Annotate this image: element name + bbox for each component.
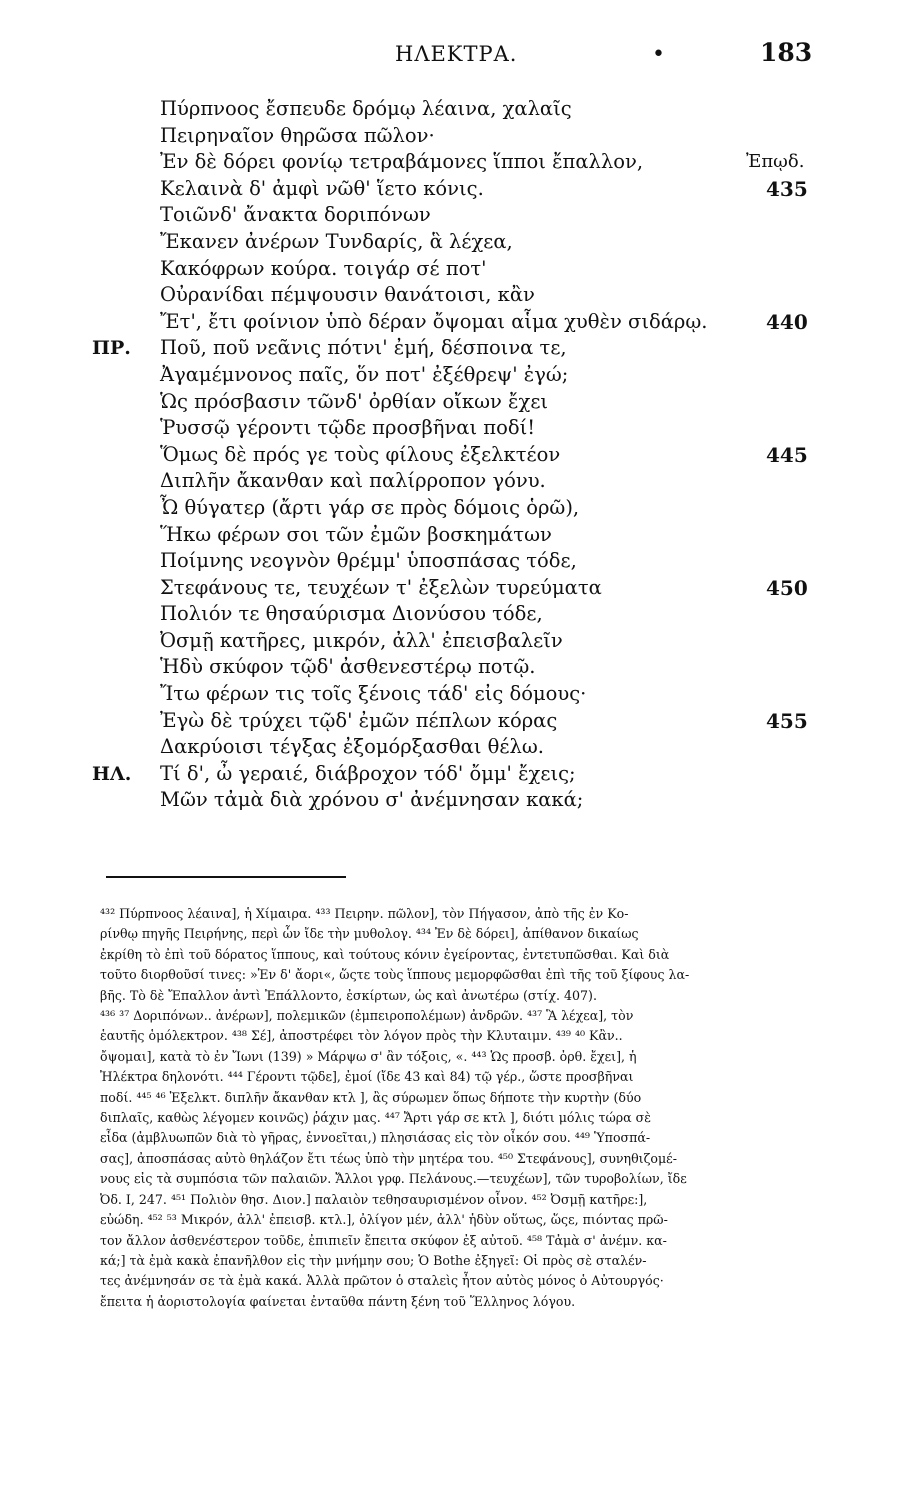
verse-text: Ἴτω φέρων τις τοῖς ξένοις τάδ' εἰς δόμους· bbox=[160, 682, 587, 706]
footnote-line: ⁴³⁶ ³⁷ Δοριπόνων.. ἀνέρων], πολεμικῶν (ἐμπειροπολέμων) ἀνδρῶν. ⁴³⁷ Ἃ λέχεα], τὸν bbox=[100, 1008, 634, 1024]
running-title: ΗΛΕΚΤΡΑ. bbox=[395, 42, 518, 66]
verse-line bbox=[0, 96, 901, 123]
verse-text: Πολιόν τε θησαύρισμα Διονύσου τόδε, bbox=[160, 602, 543, 626]
verse-text: Ποίμνης νεογνὸν θρέμμ' ὑποσπάσας τόδε, bbox=[160, 549, 577, 573]
verse-block bbox=[0, 96, 901, 814]
verse-text: Ὀσμῇ κατῆρες, μικρόν, ἀλλ' ἐπεισβαλεῖν bbox=[160, 628, 563, 652]
verse-text: Ἔκανεν ἀνέρων Τυνδαρίς, ἃ λέχεα, bbox=[160, 229, 513, 253]
footnote-divider bbox=[106, 876, 346, 878]
verse-line bbox=[0, 229, 901, 256]
line-number: 455 bbox=[766, 708, 808, 733]
verse-line bbox=[0, 654, 901, 681]
footnote-line: ποδί. ⁴⁴⁵ ⁴⁶ Ἐξελκτ. διπλῆν ἄκανθαν κτλ ], ἂς σύρωμεν ὅπως δήποτε τὴν κυρτὴν (δύο bbox=[100, 1089, 642, 1105]
verse-line bbox=[0, 522, 901, 549]
verse-text: Ὦ θύγατερ (ἄρτι γάρ σε πρὸς δόμοις ὁρῶ), bbox=[160, 495, 580, 519]
verse-line bbox=[0, 256, 901, 283]
footnote-line: τον ἄλλον ἀσθενέστερον τοῦδε, ἐπιπιεῖν ἔπειτα σκύφον ἐξ αὐτοῦ. ⁴⁵⁸ Τἀμὰ σ' ἀνέμν. κα- bbox=[100, 1232, 667, 1248]
verse-text: Τί δ', ὦ γεραιέ, διάβροχον τόδ' ὄμμ' ἔχεις; bbox=[160, 761, 576, 785]
verse-text: Ἔτ', ἔτι φοίνιον ὑπὸ δέραν ὄψομαι αἷμα χυθὲν σιδάρῳ. bbox=[160, 309, 708, 333]
verse-text: Ἐγὼ δὲ τρύχει τῷδ' ἐμῶν πέπλων κόρας bbox=[160, 708, 558, 732]
page-header bbox=[0, 38, 901, 78]
page-number: 183 bbox=[760, 38, 813, 67]
speaker-label: ΠΡ. bbox=[92, 337, 131, 360]
verse-line bbox=[0, 468, 901, 495]
verse-line bbox=[0, 123, 901, 150]
verse-text: Πύρπνοος ἔσπευδε δρόμῳ λέαινα, χαλαῖς bbox=[160, 97, 572, 120]
verse-text: Κελαινὰ δ' ἀμφὶ νῶθ' ἵετο κόνις. bbox=[160, 176, 484, 200]
header-dot: • bbox=[652, 42, 665, 67]
verse-text: Κακόφρων κούρα. τοιγάρ σέ ποτ' bbox=[160, 256, 487, 280]
footnote-line: Ὀδ. Ι, 247. ⁴⁵¹ Πολιὸν θησ. Διον.] παλαιὸν τεθησαυρισμένον οἶνον. ⁴⁵² Ὀσμῇ κατῆρε:], bbox=[100, 1191, 648, 1207]
footnote-line: ⁴³² Πύρπνοος λέαινα], ἡ Χίμαιρα. ⁴³³ Πειρην. πῶλον], τὸν Πήγασον, ἀπὸ τῆς ἐν Κο- bbox=[100, 906, 629, 921]
verse-text: Μῶν τἀμὰ διὰ χρόνου σ' ἀνέμνησαν κακά; bbox=[160, 788, 584, 812]
footnote-line: νους εἰς τὰ συμπόσια τῶν παλαιῶν. Ἄλλοι γρφ. Πελάνους.—τευχέων], τῶν τυροβολίων, ἴδε bbox=[100, 1171, 687, 1187]
footnote-line: Ἠλέκτρα δηλονότι. ⁴⁴⁴ Γέροντι τῷδε], ἐμοί (ἴδε 43 καὶ 84) τῷ γέρ., ὥστε προσβῆναι bbox=[100, 1069, 634, 1085]
verse-text: Ἐν δὲ δόρει φονίῳ τετραβάμονες ἵπποι ἔπαλλον, bbox=[160, 150, 644, 174]
verse-line bbox=[0, 282, 901, 309]
speaker-label: ΗΛ. bbox=[92, 762, 132, 785]
verse-line bbox=[0, 734, 901, 761]
verse-text: Ἥκω φέρων σοι τῶν ἐμῶν βοσκημάτων bbox=[160, 522, 552, 546]
verse-text: Ὡς πρόσβασιν τῶνδ' ὀρθίαν οἴκων ἔχει bbox=[160, 389, 549, 413]
verse-line bbox=[0, 389, 901, 416]
verse-line bbox=[0, 362, 901, 389]
verse-line bbox=[0, 787, 901, 814]
verse-line bbox=[0, 601, 901, 628]
verse-line bbox=[0, 761, 901, 788]
verse-line bbox=[0, 708, 901, 735]
verse-text: Οὐρανίδαι πέμψουσιν θανάτοισι, κἂν bbox=[160, 283, 535, 307]
verse-line bbox=[0, 628, 901, 655]
margin-note: Ἐπῳδ. bbox=[746, 151, 805, 173]
footnote-line: βῆς. Τὸ δὲ Ἔπαλλον ἀντὶ Ἐπάλλοντο, ἐσκίρτων, ὡς καὶ ἀνωτέρω (στίχ. 407). bbox=[100, 987, 597, 1003]
verse-line bbox=[0, 495, 901, 522]
verse-line bbox=[0, 176, 901, 203]
line-number: 435 bbox=[766, 176, 808, 201]
verse-text: Δακρύοισι τέγξας ἐξομόρξασθαι θέλω. bbox=[160, 735, 544, 759]
verse-text: Ῥυσσῷ γέροντι τῷδε προσβῆναι ποδί! bbox=[160, 416, 536, 440]
verse-line bbox=[0, 149, 901, 176]
footnote-line: ὄψομαι], κατὰ τὸ ἐν Ἴωνι (139) » Μάρψω σ' ἂν τόξοις, «. ⁴⁴³ Ὡς προσβ. ὀρθ. ἔχει], ἡ bbox=[100, 1048, 637, 1064]
verse-text: Πειρηναῖον θηρῶσα πῶλον· bbox=[160, 123, 435, 147]
verse-text: Στεφάνους τε, τευχέων τ' ἐξελὼν τυρεύματα bbox=[160, 575, 602, 599]
footnote-line: ρίνθῳ πηγῆς Πειρήνης, περὶ ὧν ἴδε τὴν μυθολογ. ⁴³⁴ Ἐν δὲ δόρει], ἀπίθανον δικαίως bbox=[100, 926, 639, 942]
footnotes-block bbox=[100, 904, 822, 1312]
verse-line bbox=[0, 202, 901, 229]
footnote-line: ἔπειτα ἡ ἀοριστολογία φαίνεται ἐνταῦθα πάντη ξένη τοῦ Ἕλληνος λόγου. bbox=[100, 1293, 576, 1309]
footnote-line: ἐκρίθη τὸ ἐπὶ τοῦ δόρατος ἵππους, καὶ τούτους κόνιν ἐγείροντας, ἐντετυπῶσθαι. Καὶ διὰ bbox=[100, 946, 670, 962]
footnote-line: εἶδα (ἀμβλυωπῶν διὰ τὸ γῆρας, ἐννοεῖται,) πλησιάσας εἰς τὸν οἶκόν σου. ⁴⁴⁹ Ὑποσπά- bbox=[100, 1130, 651, 1146]
line-number: 440 bbox=[766, 309, 808, 334]
footnote-line: σας], ἀποσπάσας αὐτὸ θηλάζον ἔτι τέως ὑπὸ τὴν μητέρα του. ⁴⁵⁰ Στεφάνους], συνηθιζομέ- bbox=[100, 1150, 677, 1166]
verse-line bbox=[0, 309, 901, 336]
verse-text: Ἀγαμέμνονος παῖς, ὅν ποτ' ἐξέθρεψ' ἐγώ; bbox=[160, 362, 569, 386]
verse-text: Ἡδὺ σκύφον τῷδ' ἀσθενεστέρῳ ποτῷ. bbox=[160, 655, 536, 679]
line-number: 445 bbox=[766, 442, 808, 467]
footnote-line: διπλαῖς, καθὼς λέγομεν κοινῶς) ῥάχιν μας. ⁴⁴⁷ Ἄρτι γάρ σε κτλ ], διότι μόλις τώρα σὲ bbox=[100, 1110, 651, 1126]
verse-line bbox=[0, 442, 901, 469]
verse-text: Τοιῶνδ' ἄνακτα δοριπόνων bbox=[160, 203, 431, 227]
line-number: 450 bbox=[766, 575, 808, 600]
verse-line bbox=[0, 575, 901, 602]
verse-line bbox=[0, 548, 901, 575]
verse-line bbox=[0, 681, 901, 708]
verse-line bbox=[0, 415, 901, 442]
verse-text: Διπλῆν ἄκανθαν καὶ παλίρροπον γόνυ. bbox=[160, 469, 546, 493]
footnote-line: τοῦτο διορθοῦσί τινες: »Ἐν δ' ἄορι«, ὥςτε τοὺς ἵππους μεμορφῶσθαι ἐπὶ τῆς τοῦ ξίφους λα- bbox=[100, 967, 690, 983]
verse-text: Ποῦ, ποῦ νεᾶνις πότνι' ἐμή, δέσποινα τε, bbox=[160, 336, 567, 360]
verse-text: Ὅμως δὲ πρός γε τοὺς φίλους ἐξελκτέον bbox=[160, 442, 561, 466]
footnote-line: εὐώδη. ⁴⁵² ⁵³ Μικρόν, ἀλλ' ἐπεισβ. κτλ.], ὀλίγον μέν, ἀλλ' ἡδὺν οὕτως, ὥςε, πιόντας πρῶ- bbox=[100, 1212, 668, 1228]
verse-line bbox=[0, 335, 901, 362]
footnote-line: τες ἀνέμνησάν σε τὰ ἐμὰ κακά. Ἀλλὰ πρῶτον ὁ σταλεὶς ἦτον αὐτὸς μόνος ὁ Αὐτουργός· bbox=[100, 1273, 664, 1289]
footnote-line: κά;] τὰ ἐμὰ κακὰ ἐπανῆλθον εἰς τὴν μνήμην σου; Ὁ Bothe ἐξηγεῖ: Οἱ πρὸς σὲ σταλέν- bbox=[100, 1252, 647, 1268]
footnote-line: ἑαυτῆς ὁμόλεκτρον. ⁴³⁸ Σέ], ἀποστρέφει τὸν λόγον πρὸς τὴν Κλυταιμν. ⁴³⁹ ⁴⁰ Κἂν.. bbox=[100, 1028, 623, 1044]
